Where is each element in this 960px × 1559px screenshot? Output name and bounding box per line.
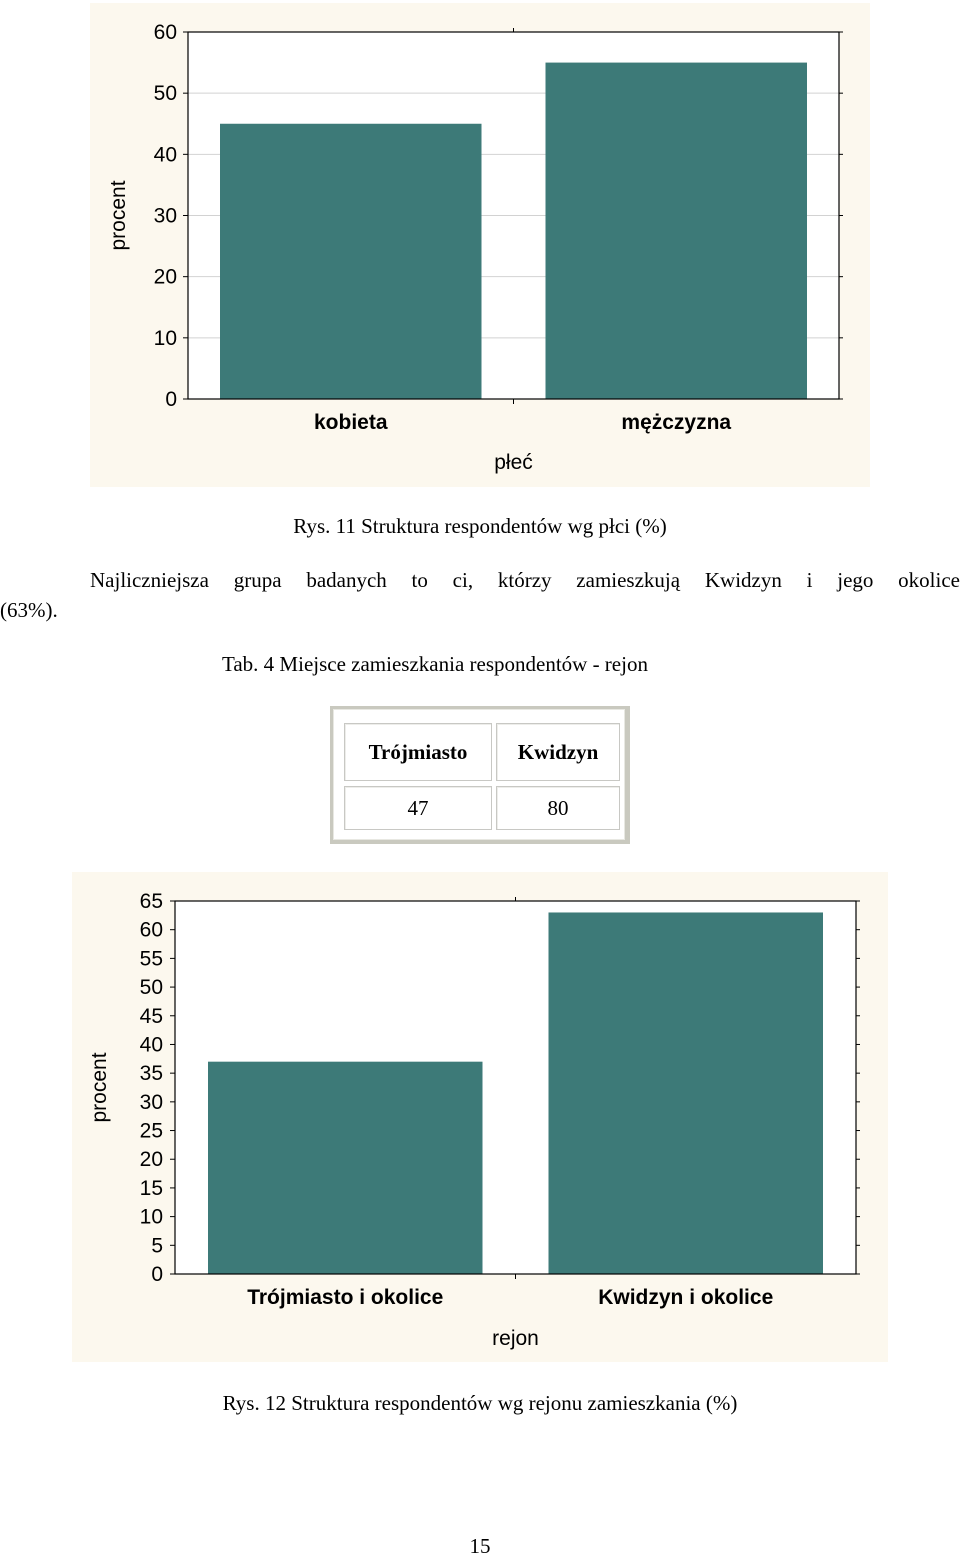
table-header-kwidzyn: Kwidzyn	[496, 723, 620, 781]
paragraph-line-2: (63%).	[0, 598, 58, 622]
table-4-title: Tab. 4 Miejsce zamieszkania respondentów - rejon	[222, 652, 648, 676]
y-tick-label: 25	[139, 1119, 163, 1143]
y-tick-label: 30	[153, 204, 177, 228]
x-category-label: mężczyzna	[621, 411, 732, 434]
y-axis-title: procent	[107, 180, 130, 251]
y-tick-label: 0	[151, 1263, 163, 1286]
bar-2	[546, 63, 808, 399]
x-axis-title: rejon	[492, 1327, 539, 1350]
region-chart-svg	[72, 872, 888, 1362]
table-header-trojmiasto: Trójmiasto	[344, 723, 492, 781]
y-tick-label: 40	[153, 143, 177, 167]
y-tick-label: 20	[139, 1148, 163, 1172]
bar-1	[208, 1062, 483, 1274]
table-cell-trojmiasto: 47	[344, 786, 492, 830]
y-tick-label: 60	[139, 918, 163, 942]
y-tick-label: 15	[139, 1176, 163, 1200]
bar-2	[549, 912, 824, 1274]
y-axis-title: procent	[88, 1052, 111, 1123]
y-tick-label: 30	[139, 1090, 163, 1114]
figure-12-caption: Rys. 12 Struktura respondentów wg rejonu zamieszkania (%)	[222, 1391, 738, 1415]
residence-table-body	[333, 709, 625, 840]
x-category-label: kobieta	[313, 411, 388, 434]
y-tick-label: 20	[153, 265, 177, 289]
table-cell-kwidzyn: 80	[496, 786, 620, 830]
x-category-label: Kwidzyn i okolice	[598, 1286, 774, 1309]
page-number: 15	[469, 1534, 491, 1558]
bar-1	[220, 124, 482, 399]
y-tick-label: 60	[153, 21, 177, 44]
x-category-label: Trójmiasto i okolice	[247, 1286, 444, 1309]
gender-bar-chart	[90, 3, 870, 487]
paragraph-line-1: Najliczniejsza grupa badanych to ci, którzy zamieszkują Kwidzyn i jego okolice	[90, 568, 960, 592]
y-tick-label: 0	[165, 388, 177, 411]
x-axis-title: płeć	[494, 451, 533, 474]
y-tick-label: 50	[153, 82, 177, 106]
region-bar-chart	[72, 872, 888, 1362]
figure-11-caption: Rys. 11 Struktura respondentów wg płci (%)	[293, 514, 667, 538]
y-tick-label: 45	[139, 1004, 163, 1028]
y-tick-label: 10	[139, 1205, 163, 1229]
residence-table	[330, 706, 630, 844]
y-tick-label: 65	[139, 890, 163, 913]
y-tick-label: 35	[139, 1062, 163, 1086]
gender-chart-svg	[90, 3, 870, 487]
y-tick-label: 5	[151, 1234, 163, 1258]
y-tick-label: 40	[139, 1033, 163, 1057]
y-tick-label: 50	[139, 976, 163, 1000]
y-tick-label: 55	[139, 947, 163, 971]
y-tick-label: 10	[153, 326, 177, 350]
